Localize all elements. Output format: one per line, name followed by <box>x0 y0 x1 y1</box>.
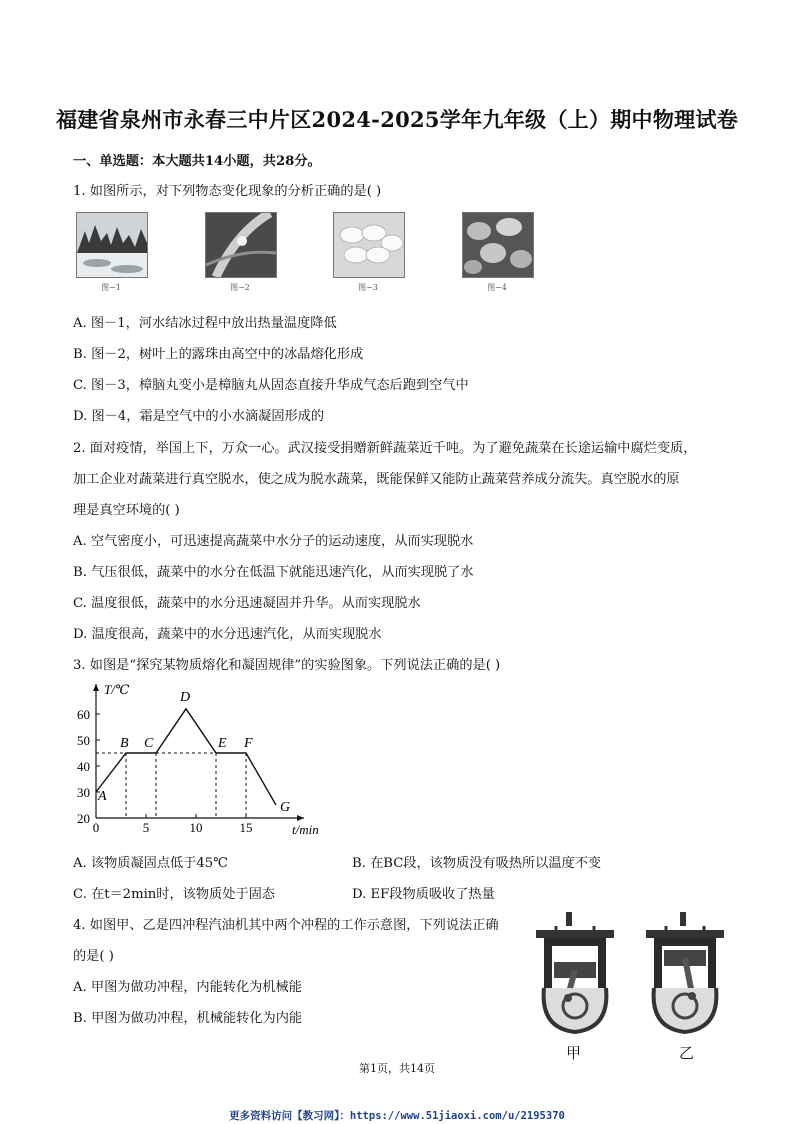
engine-diagram-jia <box>530 910 620 1040</box>
y-axis-label: T/℃ <box>104 682 130 697</box>
q3-option-c: C. 在t＝2min时，该物质处于固态 <box>73 887 275 902</box>
y-tick-label: 60 <box>77 707 90 722</box>
q1-photo-2 <box>205 212 277 278</box>
page-footer: 第1页，共14页 <box>359 1062 435 1075</box>
q1-stem: 1. 如图所示，对下列物态变化现象的分析正确的是( ) <box>73 184 382 199</box>
y-tick-label: 50 <box>77 733 90 748</box>
x-tick-label: 15 <box>239 820 253 835</box>
q3-stem: 3. 如图是“探究某物质熔化和凝固规律”的实验图象。下列说法正确的是( ) <box>73 658 501 673</box>
point-label-E: E <box>218 736 227 751</box>
melting-curve-chart <box>60 678 350 838</box>
x-tick-label: 0 <box>92 820 100 835</box>
q1-caption-3: 图−3 <box>358 283 378 292</box>
section-heading: 一、单选题：本大题共14小题，共28分。 <box>73 154 321 169</box>
q4-option-b: B. 甲图为做功冲程，机械能转化为内能 <box>73 1011 303 1026</box>
point-label-A: A <box>98 789 107 804</box>
engine-label-yi: 乙 <box>679 1044 695 1062</box>
y-axis-arrow <box>93 684 99 691</box>
engine-diagram-yi <box>640 910 730 1040</box>
q1-caption-4: 图−4 <box>487 283 507 292</box>
y-tick-label: 30 <box>77 785 90 800</box>
q1-option-a: A. 图－1，河水结冰过程中放出热量温度降低 <box>73 316 337 331</box>
point-label-B: B <box>120 736 129 751</box>
point-label-G: G <box>280 800 291 815</box>
point-label-F: F <box>244 736 253 751</box>
q4-option-a: A. 甲图为做功冲程，内能转化为机械能 <box>73 980 302 995</box>
point-label-D: D <box>180 689 191 705</box>
temperature-curve <box>96 709 276 805</box>
x-tick-label: 10 <box>189 820 203 835</box>
x-tick-label: 5 <box>142 820 150 835</box>
q1-photo-4 <box>462 212 534 278</box>
q1-option-b: B. 图－2，树叶上的露珠由高空中的冰晶熔化形成 <box>73 347 364 362</box>
page-title: 福建省泉州市永春三中片区2024-2025学年九年级（上）期中物理试卷 <box>55 107 739 132</box>
q3-option-d: D. EF段物质吸收了热量 <box>352 887 495 902</box>
q2-option-b: B. 气压很低，蔬菜中的水分在低温下就能迅速汽化，从而实现脱了水 <box>73 565 474 580</box>
q2-stem-line-2: 加工企业对蔬菜进行真空脱水，使之成为脱水蔬菜，既能保鲜又能防止蔬菜营养成分流失。真空脱水的原 <box>73 472 680 487</box>
q1-photo-1 <box>76 212 148 278</box>
x-axis-arrow <box>297 815 304 821</box>
promo-banner[interactable]: 更多资料访问【教习网】：https://www.51jiaoxi.com/u/2195370 <box>229 1110 565 1122</box>
point-label-C: C <box>144 736 154 751</box>
q1-option-c: C. 图－3，樟脑丸变小是樟脑丸从固态直接升华成气态后跑到空气中 <box>73 378 469 393</box>
q4-stem-line-1: 4. 如图甲、乙是四冲程汽油机其中两个冲程的工作示意图，下列说法正确 <box>73 918 499 933</box>
q1-caption-1: 图−1 <box>101 283 121 292</box>
y-tick-label: 40 <box>77 759 90 774</box>
q1-caption-2: 图−2 <box>230 283 250 292</box>
q1-photo-3 <box>333 212 405 278</box>
q2-option-d: D. 温度很高，蔬菜中的水分迅速汽化，从而实现脱水 <box>73 627 382 642</box>
q3-option-b: B. 在BC段，该物质没有吸热所以温度不变 <box>352 856 602 871</box>
x-axis-label: t/min <box>292 822 319 837</box>
q2-option-c: C. 温度很低，蔬菜中的水分迅速凝固并升华。从而实现脱水 <box>73 596 421 611</box>
engine-label-jia: 甲 <box>566 1044 582 1062</box>
q2-stem-line-3: 理是真空环境的( ) <box>73 503 180 518</box>
y-tick-label: 20 <box>77 811 90 826</box>
q2-option-a: A. 空气密度小，可迅速提高蔬菜中水分子的运动速度，从而实现脱水 <box>73 534 474 549</box>
q1-option-d: D. 图－4，霜是空气中的小水滴凝固形成的 <box>73 409 325 424</box>
q2-stem-line-1: 2. 面对疫情，举国上下，万众一心。武汉接受捐赠新鲜蔬菜近千吨。为了避免蔬菜在长途运输中腐烂变质， <box>73 441 697 456</box>
q4-stem-line-2: 的是( ) <box>73 949 114 964</box>
q3-option-a: A. 该物质凝固点低于45℃ <box>73 856 228 871</box>
